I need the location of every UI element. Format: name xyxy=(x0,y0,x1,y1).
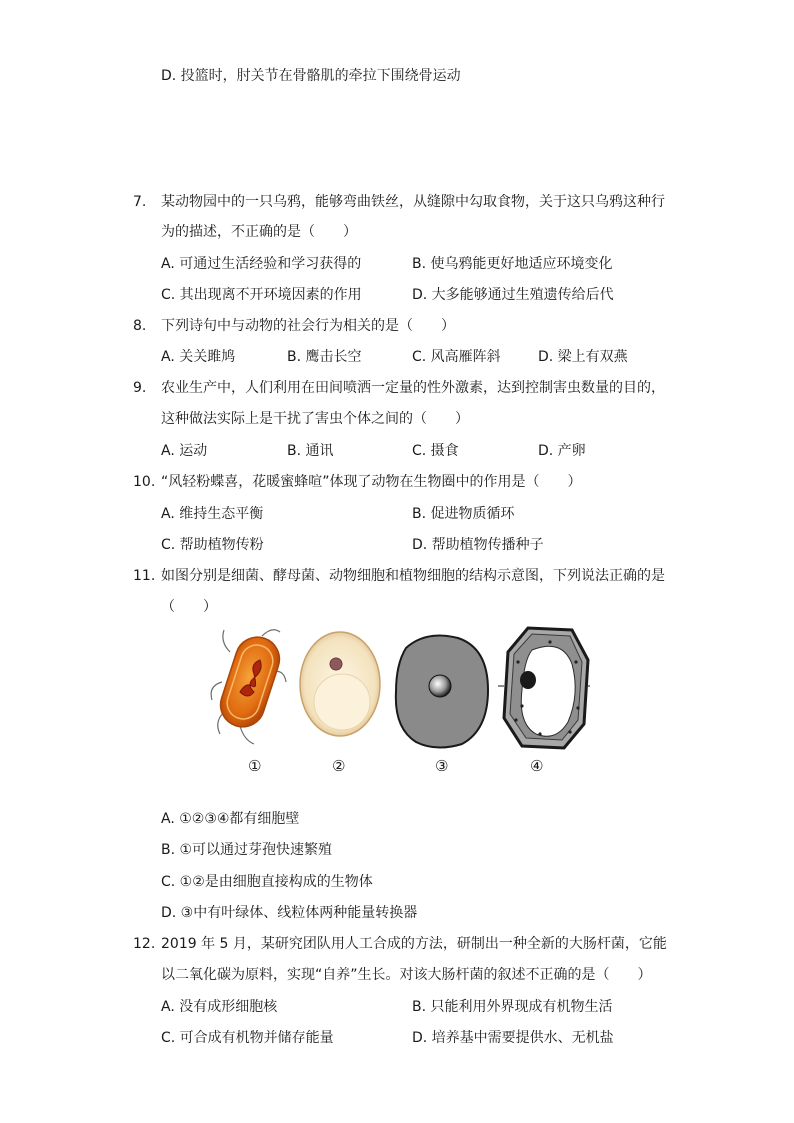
q11-option-b: B. ①可以通过芽孢快速繁殖 xyxy=(161,842,333,858)
q9-stem-line2: 这种做法实际上是干扰了害虫个体之间的（ ） xyxy=(161,411,469,427)
q11-stem-line2: （ ） xyxy=(161,599,217,615)
q10-stem-line1: “风轻粉蝶喜，花暖蜜蜂喧”体现了动物在生物圈中的作用是（ ） xyxy=(161,474,582,490)
q12-stem-line2: 以二氧化碳为原料，实现“自养”生长。对该大肠杆菌的叙述不正确的是（ ） xyxy=(161,967,652,983)
figure-label-3: ③ xyxy=(435,757,449,775)
q12-stem-line1: 2019 年 5 月，某研究团队用人工合成的方法，研制出一种全新的大肠杆菌，它能 xyxy=(161,936,667,952)
q10-option-d: D. 帮助植物传播种子 xyxy=(412,537,544,553)
q12-option-b: B. 只能利用外界现成有机物生活 xyxy=(412,999,613,1015)
q11-option-c: C. ①②是由细胞直接构成的生物体 xyxy=(161,874,373,890)
plant-cell-diagram xyxy=(498,628,590,748)
q12-option-a: A. 没有成形细胞核 xyxy=(161,999,278,1015)
q11-number: 11. xyxy=(133,568,156,584)
q11-option-d: D. ③中有叶绿体、线粒体两种能量转换器 xyxy=(161,905,418,921)
animal-cell-diagram xyxy=(396,636,488,748)
q6-option-d: D. 投篮时，肘关节在骨骼肌的牵拉下围绕骨运动 xyxy=(161,68,461,84)
q8-option-a: A. 关关雎鸠 xyxy=(161,349,236,365)
q9-option-a: A. 运动 xyxy=(161,443,208,459)
q7-option-c: C. 其出现离不开环境因素的作用 xyxy=(161,287,362,303)
q8-option-c: C. 风高雁阵斜 xyxy=(412,349,501,365)
q9-number: 9. xyxy=(133,380,147,396)
figure-label-4: ④ xyxy=(530,757,544,775)
q10-option-c: C. 帮助植物传粉 xyxy=(161,537,264,553)
q8-stem-line1: 下列诗句中与动物的社会行为相关的是（ ） xyxy=(161,318,455,334)
figure-label-1: ① xyxy=(248,757,262,775)
figure-label-2: ② xyxy=(332,757,346,775)
q12-option-c: C. 可合成有机物并储存能量 xyxy=(161,1030,334,1046)
q9-option-c: C. 摄食 xyxy=(412,443,459,459)
q7-option-d: D. 大多能够通过生殖遗传给后代 xyxy=(412,287,614,303)
q7-option-b: B. 使乌鸦能更好地适应环境变化 xyxy=(412,256,613,272)
q8-option-b: B. 鹰击长空 xyxy=(287,349,362,365)
q7-stem-line1: 某动物园中的一只乌鸦，能够弯曲铁丝，从缝隙中勾取食物，关于这只乌鸦这种行 xyxy=(161,194,665,210)
q7-option-a: A. 可通过生活经验和学习获得的 xyxy=(161,256,362,272)
q11-option-a: A. ①②③④都有细胞壁 xyxy=(161,811,300,827)
cell-diagrams xyxy=(210,622,590,752)
yeast-diagram xyxy=(300,632,380,736)
q10-number: 10. xyxy=(133,474,156,490)
q7-number: 7. xyxy=(133,194,147,210)
q7-stem-line2: 为的描述，不正确的是（ ） xyxy=(161,224,357,240)
q9-stem-line1: 农业生产中，人们利用在田间喷洒一定量的性外激素，达到控制害虫数量的目的， xyxy=(161,380,665,396)
q12-option-d: D. 培养基中需要提供水、无机盐 xyxy=(412,1030,614,1046)
q11-stem-line1: 如图分别是细菌、酵母菌、动物细胞和植物细胞的结构示意图，下列说法正确的是 xyxy=(161,568,665,584)
q8-option-d: D. 梁上有双燕 xyxy=(538,349,628,365)
q10-option-a: A. 维持生态平衡 xyxy=(161,506,264,522)
q8-number: 8. xyxy=(133,318,147,334)
q9-option-b: B. 通讯 xyxy=(287,443,334,459)
q9-option-d: D. 产卵 xyxy=(538,443,586,459)
q12-number: 12. xyxy=(133,936,156,952)
q10-option-b: B. 促进物质循环 xyxy=(412,506,515,522)
bacterium-diagram xyxy=(211,630,286,744)
